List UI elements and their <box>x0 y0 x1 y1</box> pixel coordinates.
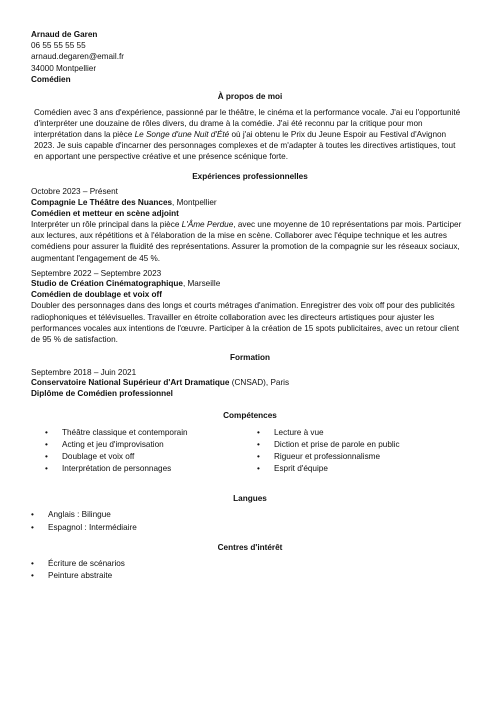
about-play-title: Le Songe d'une Nuit d'Été <box>134 130 230 140</box>
experience-item-2 <box>31 269 469 345</box>
skill-item: • Rigueur et professionnalisme <box>257 451 469 463</box>
job1-dates: Octobre 2023 – Présent <box>31 187 118 197</box>
languages-list <box>31 509 469 533</box>
about-paragraph <box>31 107 469 162</box>
job2-company: Studio de Création Cinématographique <box>31 279 183 289</box>
language-item: • Anglais : Bilingue <box>31 509 469 521</box>
job2-dates: Septembre 2022 – Septembre 2023 <box>31 268 162 278</box>
job2-location: , Marseille <box>182 279 221 289</box>
candidate-name: Arnaud de Garen <box>31 30 98 39</box>
phone-number: 06 55 55 55 55 <box>31 41 86 51</box>
skills-list-left <box>45 427 257 476</box>
languages-title: Langues <box>233 494 267 504</box>
email-address: arnaud.degaren@email.fr <box>31 52 124 62</box>
skill-item: • Théâtre classique et contemporain <box>45 427 257 439</box>
formation-diploma: Diplôme de Comédien professionnel <box>31 388 173 398</box>
about-title: À propos de moi <box>217 92 283 102</box>
language-item: • Espagnol : Intermédiaire <box>31 522 469 534</box>
interests-list <box>31 558 469 582</box>
skill-item: • Interprétation de personnages <box>45 463 257 475</box>
job2-description: Doubler des personnages dans des longs et courts métrages d'animation. Enregistrer des voix off pour des publicités radiophoniques et télévisuelles. Travailler en étroite collaboration avec les directeurs artistiques pour ajuster les performances vocales aux intentions de l'œuvre. Participer à la création de 15 spots publicitaires, avec un retour client de 95 % de satisfaction. <box>31 301 459 344</box>
skills-columns <box>31 427 469 476</box>
skill-item: • Diction et prise de parole en public <box>257 439 469 451</box>
job1-desc-start: Interpréter un rôle principal dans la pièce <box>31 220 182 230</box>
job1-company: Compagnie Le Théâtre des Nuances <box>31 198 173 208</box>
skill-item: • Lecture à vue <box>257 427 469 439</box>
formation-dates: Septembre 2018 – Juin 2021 <box>31 367 137 377</box>
job1-description <box>31 219 469 263</box>
skill-item: • Acting et jeu d'improvisation <box>45 439 257 451</box>
job1-location: , Montpellier <box>172 198 217 208</box>
job1-employer <box>31 198 469 209</box>
job1-desc-end: , avec une moyenne de 10 représentations par mois. Participer aux lectures, aux répétitions et à l'élaboration de la mise en scène. Collaborer avec l'équipe technique et les autres comédiens pour assurer la fluidité des représentations. Assurer la promotion de la compagnie sur les réseaux sociaux, augmentant l'engagement de 45 %. <box>31 220 462 263</box>
interest-item: • Peinture abstraite <box>31 570 469 582</box>
job2-position: Comédien de doublage et voix off <box>31 289 163 299</box>
experience-item-1 <box>31 187 469 263</box>
city: 34000 Montpellier <box>31 63 97 73</box>
job-role: Comédien <box>31 74 71 84</box>
formation-title: Formation <box>229 352 271 362</box>
contact-block <box>31 29 469 85</box>
formation-school-suffix: (CNSAD), Paris <box>229 378 290 388</box>
skills-list-right <box>257 427 469 476</box>
experience-title: Expériences professionnelles <box>192 172 308 182</box>
job1-position: Comédien et metteur en scène adjoint <box>31 208 179 218</box>
about-text-start: Comédien avec 3 ans d'expérience, passionné par le théâtre, le cinéma et la performance vocale. J'ai eu l'opportunité d'interpréter une douzaine de rôles divers, du drame à la comédie. J'ai été reconnu par la critique pour mon interprétation dans la pièce <box>34 108 461 140</box>
job2-employer <box>31 279 469 290</box>
formation-school-line <box>31 378 469 389</box>
skills-title: Compétences <box>223 410 277 420</box>
job1-play-title: L'Âme Perdue <box>181 220 234 230</box>
interest-item: • Écriture de scénarios <box>31 558 469 570</box>
about-text-end: où j'ai obtenu le Prix du Jeune Espoir au Festival d'Avignon 2023. Je suis capable d'incarner des personnages complexes et de m'adapter à toutes les directives artistiques, tout en apportant une perspective créative et une présence scénique forte. <box>34 130 456 162</box>
skill-item: • Doublage et voix off <box>45 451 257 463</box>
interests-title: Centres d'intérêt <box>217 542 283 552</box>
formation-school: Conservatoire National Supérieur d'Art Dramatique <box>31 378 230 388</box>
skill-item: • Esprit d'équipe <box>257 463 469 475</box>
formation-item <box>31 368 469 400</box>
